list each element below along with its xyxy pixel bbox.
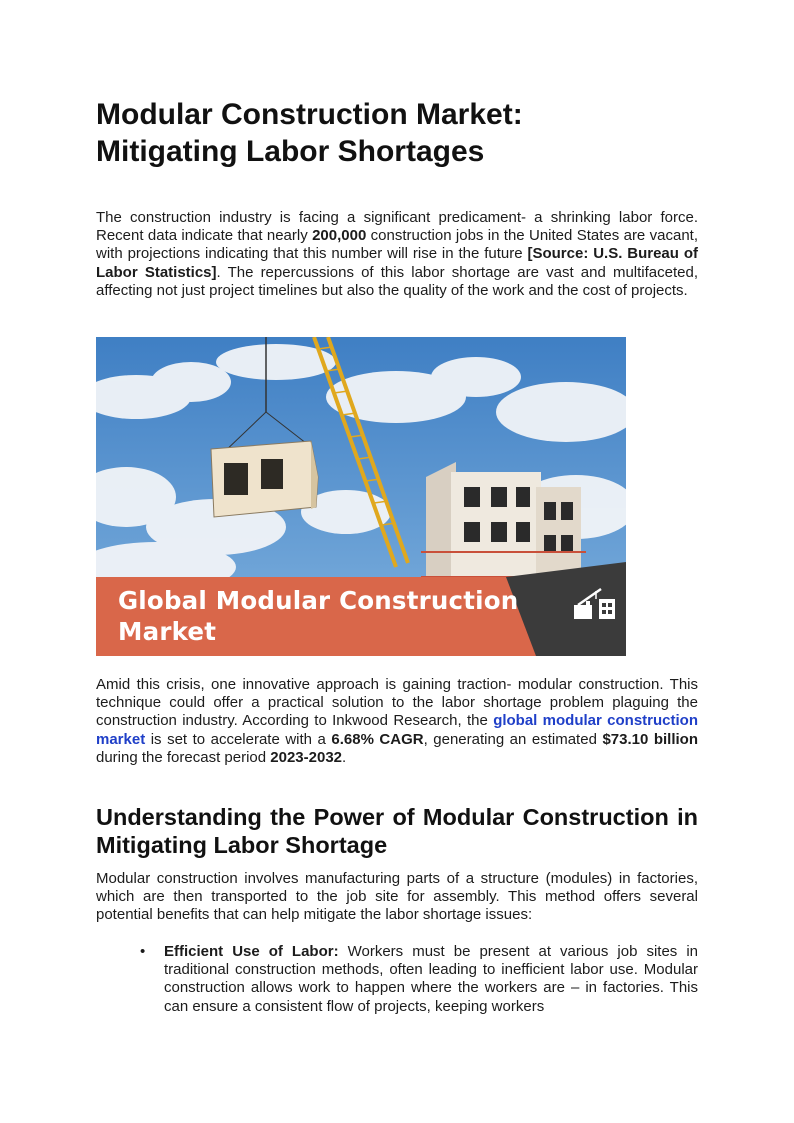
market-text-4: during the forecast period — [96, 748, 271, 766]
market-paragraph — [96, 676, 698, 767]
title-line-2: Mitigating Labor Shortages — [96, 135, 485, 168]
hero-image — [96, 337, 626, 656]
cagr-figure: 6.68% CAGR — [331, 730, 424, 748]
banner-line-2: Market — [118, 617, 217, 646]
market-text-3: , generating an estimated — [423, 730, 603, 748]
forecast-period: 2023-2032 — [270, 748, 343, 766]
intro-text-3: . The repercussions of this labor shortage are vast and multifaceted, affecting not just project timelines but also the quality of the work and the cost of projects. — [96, 263, 698, 299]
bullet-paragraph — [164, 943, 698, 1016]
hero-banner-title — [118, 585, 538, 647]
section-paragraph: Modular construction involves manufacturing parts of a structure (modules) in factories, which are then transported to the job site for assembly. This method offers several potential benefits that can help mitigate the labor shortage issues: — [96, 870, 698, 924]
intro-text-1: The construction industry is facing a significant predicament- a shrinking labor force. Recent data indicate that nearly — [96, 209, 698, 245]
intro-paragraph — [96, 209, 698, 300]
section-heading: Understanding the Power of Modular Construction in Mitigating Labor Shortage — [96, 804, 698, 858]
title-line-1: Modular Construction Market: — [96, 98, 523, 131]
bullet-label: Efficient Use of Labor: — [164, 943, 339, 960]
global-modular-construction-market-link[interactable]: global modular construction market — [96, 712, 699, 748]
page-title — [96, 96, 698, 170]
intro-source-citation: [Source: U.S. Bureau of Labor Statistics] — [96, 245, 698, 281]
list-item — [96, 943, 698, 1016]
benefits-list — [96, 943, 698, 1016]
bullet-text: Workers must be present at various job sites in traditional construction methods, often leading to inefficient labor use. Modular construction allows work to happen where the workers are – in factories. This can ensure a consistent flow of projects, keeping workers — [164, 943, 698, 1015]
intro-jobs-figure: 200,000 — [312, 227, 367, 245]
market-text-2: is set to accelerate with a — [145, 730, 332, 748]
bullet-marker: • — [140, 943, 146, 960]
banner-line-1: Global Modular Construction — [118, 586, 519, 615]
market-text-1: Amid this crisis, one innovative approach is gaining traction- modular construction. This technique could offer a practical solution to the labor shortage problem plaguing the construction industry. According to Inkwood Research, the — [96, 676, 698, 730]
intro-text-2: construction jobs in the United States are vacant, with projections indicating that this number will rise in the future — [96, 227, 698, 263]
market-value-figure: $73.10 billion — [602, 730, 698, 748]
market-text-5: . — [342, 748, 347, 766]
